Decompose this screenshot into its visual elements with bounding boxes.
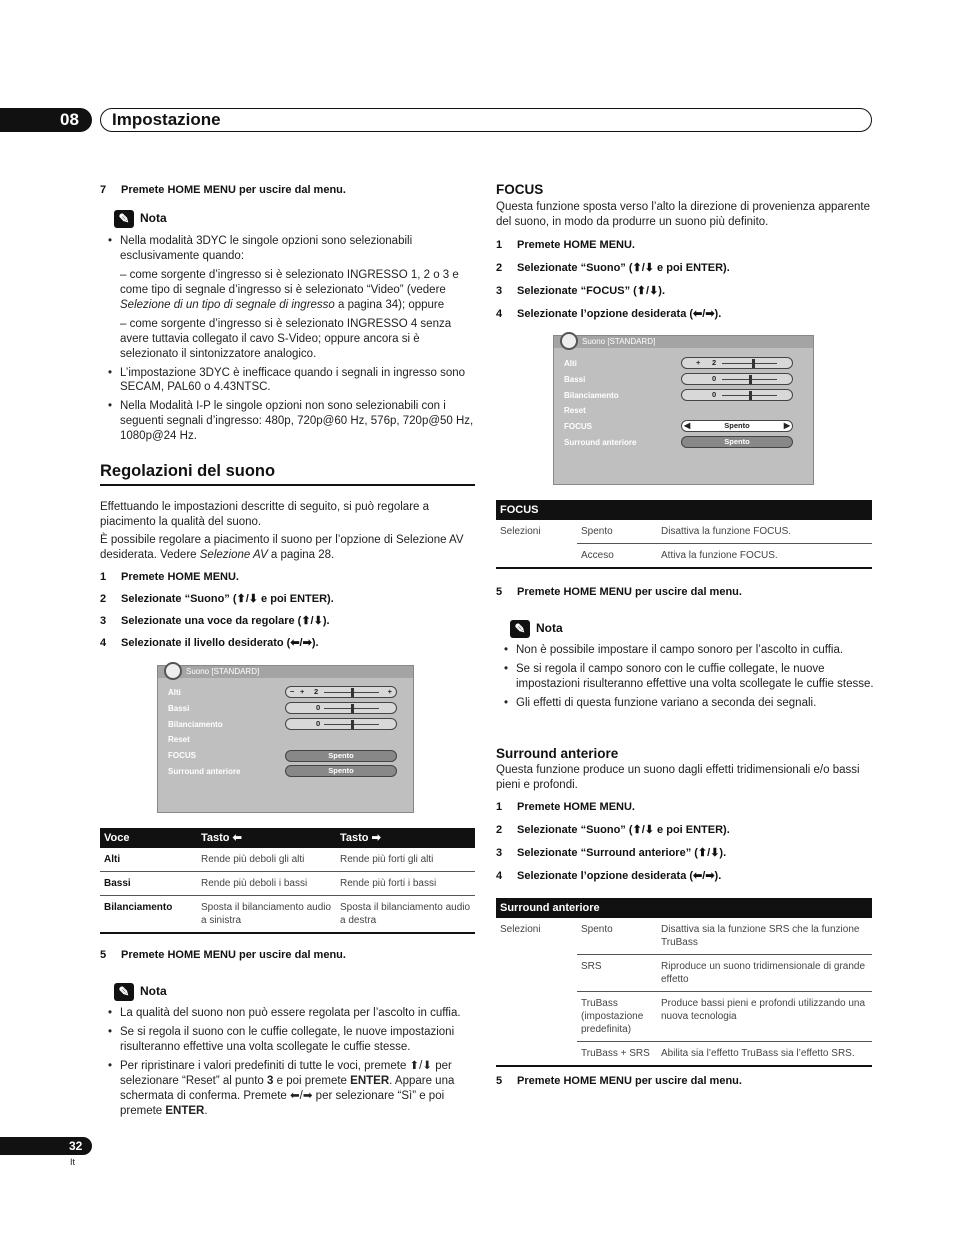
- osd-bil-pill: 0: [285, 718, 397, 730]
- steps-left: [100, 570, 334, 658]
- nota-list-3: [496, 643, 874, 715]
- osd-screen: [157, 665, 414, 813]
- table-row: Selezioni Spento Disattiva sia la funzione SRS che la funzione TruBass: [496, 918, 872, 955]
- chapter-title: Impostazione: [100, 108, 872, 132]
- osd-title: Suono [STANDARD]: [158, 666, 413, 678]
- step-7: 7 Premete HOME MENU per uscire dal menu.: [100, 184, 346, 196]
- surround-steps: 1 Premete HOME MENU. 2 Selezionate “Suono” (⬆/⬇ e poi ENTER). 3 Selezionate “Surround anteriore” (⬆/⬇). 4 Selezionate l’opzione desiderata (⬅/➡).: [496, 801, 730, 882]
- intro-1: Effettuando le impostazioni descritte di seguito, si può regolare a piacimento la qualità del suono.: [100, 501, 430, 528]
- page-number: 32: [0, 1137, 92, 1155]
- table-row: TruBass + SRS Abilita sia l’effetto TruBass sia l’effetto SRS.: [581, 1048, 855, 1060]
- osd-surround-pill: Spento: [285, 765, 397, 777]
- surround-desc: Questa funzione produce un suono dagli effetti tridimensionali e/o bassi pieni e profondi.: [496, 764, 860, 791]
- osd-row-reset: Reset: [168, 735, 190, 744]
- sound-logo-icon: [560, 332, 578, 350]
- note-icon: ✎: [510, 620, 530, 638]
- note-icon: ✎: [114, 983, 134, 1001]
- nota-list: [100, 234, 476, 448]
- step-4: 4 Selezionate il livello desiderato (⬅/➡).: [100, 637, 319, 649]
- focus-table: FOCUS Selezioni Spento Disattiva la funzione FOCUS. Acceso Attiva la funzione FOCUS.: [496, 500, 872, 569]
- table-row: Alti Rende più deboli gli alti Rende più forti gli alti: [100, 848, 475, 872]
- intro-2: È possibile regolare a piacimento il suono per l’opzione di Selezione AV desiderata. Vedere Selezione AV a pagina 28.: [100, 534, 464, 561]
- osd-focus-pill: Spento: [285, 750, 397, 762]
- osd-row-focus: FOCUS: [168, 751, 196, 760]
- list-item: • Per ripristinare i valori predefiniti di tutte le voci, premete ⬆/⬇ per selezionare “Reset” al punto 3 e poi premete ENTER. Appare una schermata di conferma. Premete ⬅/➡ per selezionare “Sì” e poi premete ENTER.: [100, 1059, 478, 1119]
- step-1: 1 Premete HOME MENU.: [100, 571, 239, 583]
- osd-row-bassi: Bassi: [168, 704, 190, 713]
- list-item: • Non è possibile impostare il campo sonoro per l’ascolto in cuffia.: [496, 643, 874, 658]
- nota-list-2: [100, 1006, 478, 1123]
- nota-heading-3: ✎ Nota: [510, 620, 563, 638]
- voce-table: Voce Tasto ⬅ Tasto ➡ Alti Rende più deboli gli alti Rende più forti gli alti Bassi Rende più deboli i bassi Rende più forti i bassi Bilanciamento Sposta il bilanciamento audio a sinistra Sposta il bilanciamento audio a destra: [100, 828, 475, 934]
- focus-title: FOCUS: [496, 182, 544, 197]
- osd-alti-pill: + 2: [681, 357, 793, 369]
- list-item: • La qualità del suono non può essere regolata per l’ascolto in cuffia.: [100, 1006, 478, 1021]
- list-item: • Nella Modalità I-P le singole opzioni non sono selezionabili con i seguenti segnali d’ingresso: 480p, 720p@60 Hz, 576p, 720p@50 Hz, 1080p@24 Hz.: [100, 399, 476, 444]
- table-row: Selezioni Spento Disattiva la funzione FOCUS.: [496, 520, 872, 544]
- list-item: • Se si regola il suono con le cuffie collegate, le nuove impostazioni risulteranno effettive una volta scollegate le cuffie stesse.: [100, 1025, 478, 1055]
- step-3: 3 Selezionate una voce da regolare (⬆/⬇).: [100, 615, 330, 627]
- note-icon: ✎: [114, 210, 134, 228]
- table-row: TruBass (impostazione predefinita) Produce bassi pieni e profondi utilizzando una nuova tecnologia: [496, 992, 872, 1042]
- osd-bil-pill: 0: [681, 389, 793, 401]
- osd-row-bilanciamento: Bilanciamento: [168, 720, 223, 729]
- step-5-focus: 5 Premete HOME MENU per uscire dal menu.: [496, 586, 742, 598]
- list-item: • Nella modalità 3DYC le singole opzioni sono selezionabili esclusivamente quando: – come sorgente d’ingresso si è selezionato INGRESSO 1, 2 o 3 e come tipo di segnale d’ingresso si è selezionato “Video” (vedere Selezione di un tipo di segnale di ingresso a pagina 34); oppure – come sorgente d’ingresso si è selezionato INGRESSO 4 senza avere tuttavia collegato il cavo S-Video; oppure ancora si è selezionato il sintonizzatore analogico.: [100, 234, 476, 362]
- step-5-left: 5 Premete HOME MENU per uscire dal menu.: [100, 949, 346, 961]
- surround-title: Surround anteriore: [496, 746, 619, 761]
- table-row: Acceso Attiva la funzione FOCUS.: [581, 550, 778, 562]
- table-row: Bilanciamento Sposta il bilanciamento audio a sinistra Sposta il bilanciamento audio a destra: [104, 902, 471, 927]
- surround-table: Surround anteriore Selezioni Spento Disattiva sia la funzione SRS che la funzione TruBass SRS Riproduce un suono tridimensionale di grande effetto TruBass (impostazione predefinita) Produce bassi pieni e profondi utilizzando una nuova tecnologia TruBass + SRS Abilita sia l’effetto TruBass sia l’effetto SRS.: [496, 898, 872, 1067]
- osd-screen-focus: Suono [STANDARD] Alti Bassi Bilanciamento Reset FOCUS Surround anteriore + 2 0 0 ◀ Spento ▶ Spento: [553, 335, 814, 485]
- osd-focus-pill-selected: ◀ Spento ▶: [681, 420, 793, 432]
- chapter-number: 08: [0, 108, 92, 132]
- table-row: SRS Riproduce un suono tridimensionale di grande effetto: [496, 955, 872, 992]
- focus-desc: Questa funzione sposta verso l’alto la direzione di provenienza apparente del suono, in modo da produrre un suono più definito.: [496, 201, 870, 228]
- step-2: 2 Selezionate “Suono” (⬆/⬇ e poi ENTER).: [100, 593, 334, 605]
- sound-logo-icon: [164, 662, 182, 680]
- list-item: • L’impostazione 3DYC è inefficace quando i segnali in ingresso sono SECAM, PAL60 o 4.43NTSC.: [100, 366, 476, 396]
- osd-row-alti: Alti: [168, 688, 181, 697]
- list-item: • Se si regola il campo sonoro con le cuffie collegate, le nuove impostazioni risulteranno effettive una volta scollegate le cuffie stesse.: [496, 662, 874, 692]
- osd-surround-pill: Spento: [681, 436, 793, 448]
- focus-steps: 1 Premete HOME MENU. 2 Selezionate “Suono” (⬆/⬇ e poi ENTER). 3 Selezionate “FOCUS” (⬆/⬇). 4 Selezionate l’opzione desiderata (⬅/➡).: [496, 239, 730, 320]
- section-rule: [100, 484, 475, 486]
- list-item: • Gli effetti di questa funzione variano a seconda dei segnali.: [496, 696, 874, 711]
- language-code: It: [70, 1157, 76, 1167]
- arrow-left-icon: ◀: [684, 421, 691, 430]
- nota-heading-2: ✎ Nota: [114, 983, 167, 1001]
- osd-bassi-pill: 0: [681, 373, 793, 385]
- nota-heading: ✎ Nota: [114, 210, 167, 228]
- osd-bassi-pill: 0: [285, 702, 397, 714]
- osd-alti-pill: − + 2 +: [285, 686, 397, 698]
- osd-row-surround: Surround anteriore: [168, 767, 241, 776]
- arrow-right-icon: ▶: [783, 421, 790, 430]
- section-title: Regolazioni del suono: [100, 462, 276, 480]
- table-row: Bassi Rende più deboli i bassi Rende più forti i bassi: [100, 872, 475, 896]
- step-5-surround: 5 Premete HOME MENU per uscire dal menu.: [496, 1075, 742, 1087]
